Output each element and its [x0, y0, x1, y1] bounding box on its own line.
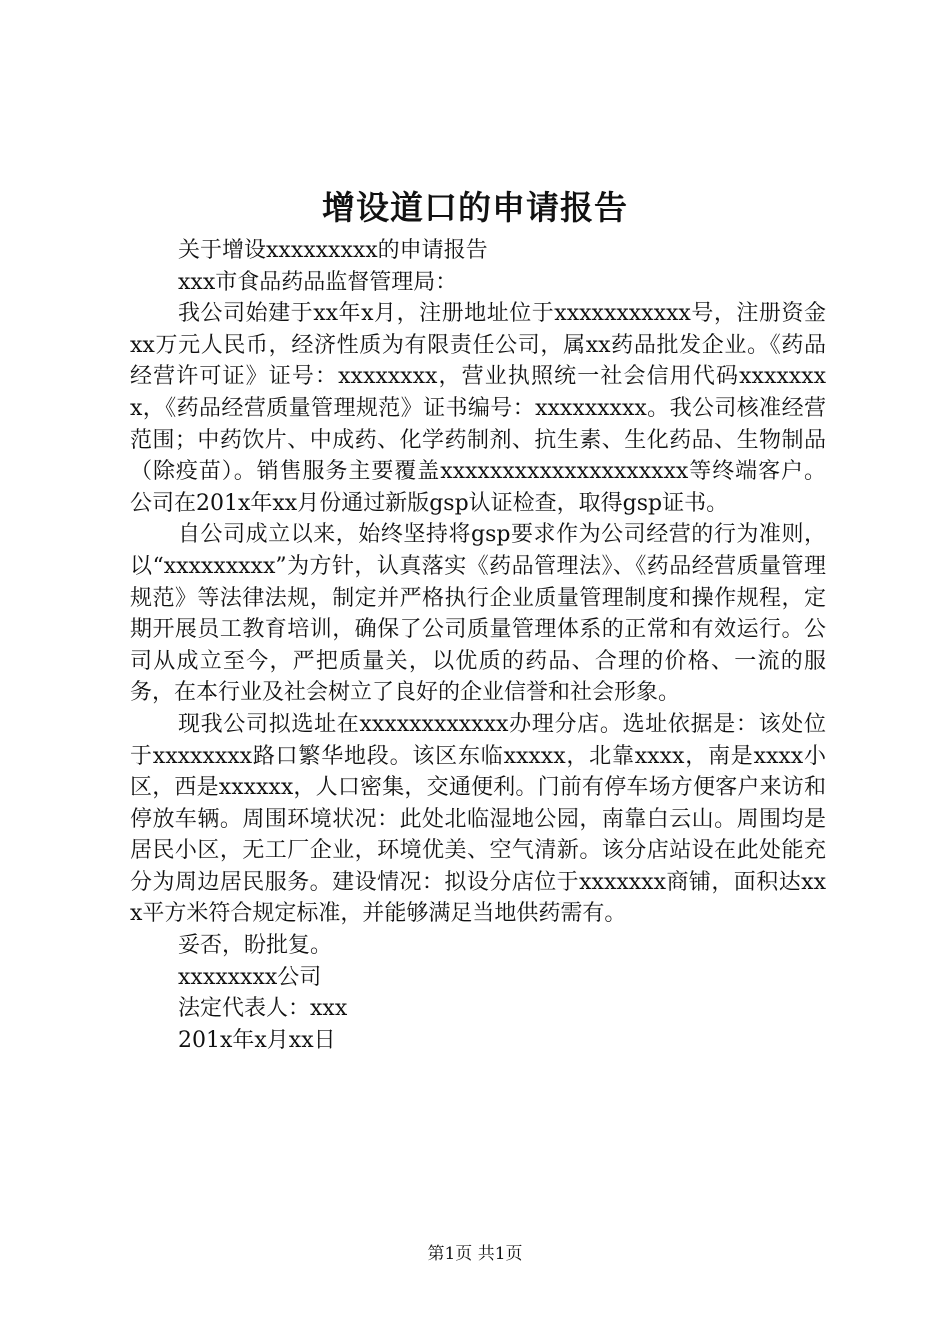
body-paragraph-site: 现我公司拟选址在xxxxxxxxxxxx办理分店。选址依据是：该处位于xxxxxxxx路口繁华地段。该区东临xxxxx，北靠xxxx，南是xxxx小区，西是xxxxxx，人口密集，交通便利。门前有停车场方便客户来访和停放车辆。周围环境状况：此处北临湿地公园，南靠白云山。周围均是居民小区，无工厂企业，环境优美、空气清新。该分店站设在此处能充分为周边居民服务。建设情况：拟设分店位于xxxxxxx商铺，面积达xxx平方米符合规定标准，并能够满足当地供药需有。 — [130, 711, 826, 927]
closing-request: 妥否，盼批复。 — [178, 933, 333, 959]
signature-legal-representative: 法定代表人：xxx — [178, 996, 348, 1022]
document-body — [130, 235, 826, 1056]
recipient-line: xxx市食品药品监督管理局： — [178, 269, 458, 295]
subject-line: 关于增设xxxxxxxxx的申请报告 — [178, 238, 488, 263]
document-title: 增设道口的申请报告 — [322, 188, 628, 227]
body-paragraph-company-info: 我公司始建于xx年x月，注册地址位于xxxxxxxxxxx号，注册资金xx万元人民币，经济性质为有限责任公司，属xx药品批发企业。《药品经营许可证》证号：xxxxxxxx，营业执照统一社会信用代码xxxxxxxx，《药品经营质量管理规范》证书编号：xxxxxxxxx。我公司核准经营范围；中药饮片、中成药、化学药制剂、抗生素、生化药品、生物制品（除疫苗）。销售服务主要覆盖xxxxxxxxxxxxxxxxxxxx等终端客户。公司在201x年xx月份通过新版gsp认证检查，取得gsp证书。 — [130, 301, 826, 516]
body-paragraph-quality: 自公司成立以来，始终坚持将gsp要求作为公司经营的行为准则，以“xxxxxxxxx”为方针，认真落实《药品管理法》、《药品经营质量管理规范》等法律法规，制定并严格执行企业质量管理制度和操作规程，定期开展员工教育培训，确保了公司质量管理体系的正常和有效运行。公司从成立至今，严把质量关，以优质的药品、合理的价格、一流的服务，在本行业及社会树立了良好的企业信誉和社会形象。 — [130, 522, 826, 706]
signature-company: xxxxxxxx公司 — [178, 964, 322, 990]
signature-date: 201x年x月xx日 — [178, 1027, 336, 1053]
page-number-footer: 第1页 共1页 — [427, 1244, 523, 1264]
